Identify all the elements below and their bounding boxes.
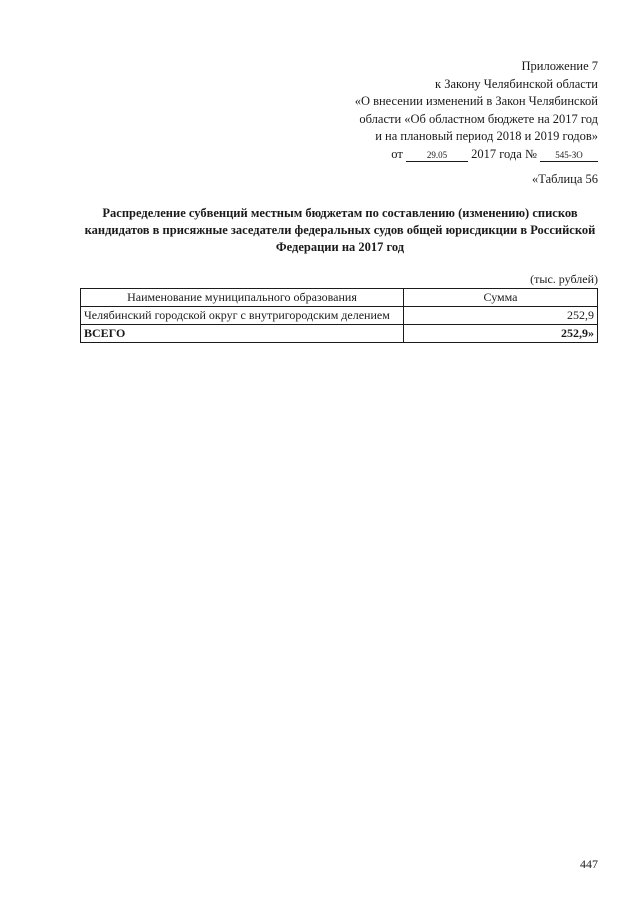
document-title: Распределение субвенций местным бюджетам по составлению (изменению) списков кандидатов в присяжные заседатели федеральных судов общей юрисдикции в Российской Федерации на 2017 год — [84, 206, 596, 254]
date-value: 29.05 — [406, 150, 468, 162]
date-prefix: от — [391, 146, 403, 161]
header-line: к Закону Челябинской области — [435, 76, 598, 91]
table-row — [81, 307, 598, 325]
column-header-name: Наименование муниципального образования — [81, 289, 404, 307]
subsidy-table — [80, 288, 598, 343]
sum-cell: 252,9 — [404, 307, 598, 325]
column-header-sum: Сумма — [404, 289, 598, 307]
date-suffix: 2017 года № — [471, 146, 537, 161]
header-line: Приложение 7 — [521, 59, 598, 73]
law-number: 545-ЗО — [540, 150, 598, 162]
municipality-name-cell: Челябинский городской округ с внутригородским делением — [81, 307, 404, 325]
header-line: и на плановый период 2018 и 2019 годов» — [375, 129, 598, 143]
page-number: 447 — [580, 857, 598, 871]
table-total-row — [81, 325, 598, 343]
units-label: (тыс. рублей) — [530, 272, 598, 286]
header-block — [355, 58, 598, 163]
total-sum-cell: 252,9» — [404, 325, 598, 343]
table-label: «Таблица 56 — [532, 172, 598, 186]
table-header-row — [81, 289, 598, 307]
header-date-line — [355, 146, 598, 164]
header-line: «О внесении изменений в Закон Челябинской — [354, 94, 598, 108]
total-label-cell: ВСЕГО — [81, 325, 404, 343]
header-line: области «Об областном бюджете на 2017 год — [359, 111, 598, 126]
